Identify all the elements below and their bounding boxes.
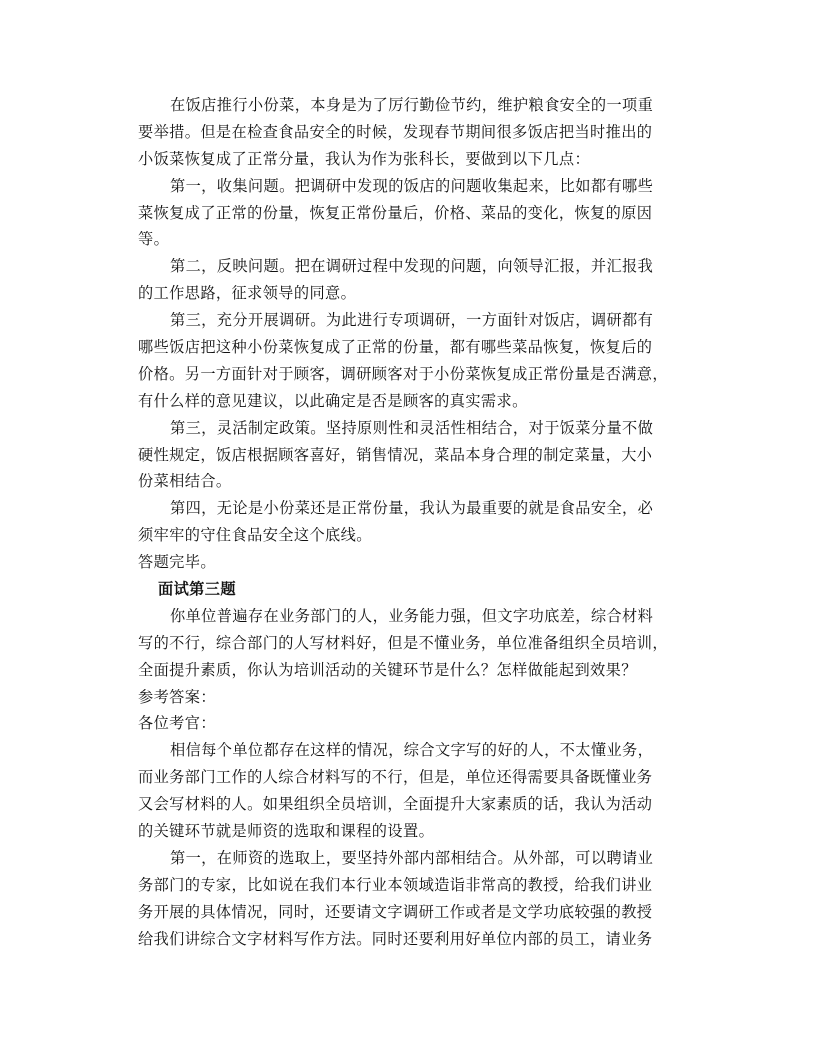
paragraph-line: 相信每个单位都存在这样的情况，综合文字写的好的人，不太懂业务， xyxy=(170,741,654,760)
paragraph-line: 第三，充分开展调研。为此进行专项调研，一方面针对饭店，调研都有 xyxy=(170,311,654,330)
paragraph-line: 而业务部门工作的人综合材料写的不行，但是，单位还得需要具备既懂业务 xyxy=(138,768,653,787)
paragraph-line: 的关键环节就是师资的选取和课程的设置。 xyxy=(138,822,435,841)
document-body xyxy=(138,92,668,953)
paragraph-line: 哪些饭店把这种小份菜恢复成了正常的份量，都有哪些菜品恢复，恢复后的 xyxy=(138,338,653,357)
paragraph-line: 价格。另一方面针对于顾客，调研顾客对于小份菜恢复成正常份量是否满意， xyxy=(138,364,668,383)
paragraph-line: 小饭菜恢复成了正常分量，我认为作为张科长，要做到以下几点： xyxy=(138,149,591,168)
paragraph-line: 务部门的专家，比如说在我们本行业本领域造诣非常高的教授，给我们讲业 xyxy=(138,875,653,894)
paragraph-line: 菜恢复成了正常的份量，恢复正常份量后，价格、菜品的变化，恢复的原因 xyxy=(138,203,653,222)
paragraph-line: 在饭店推行小份菜，本身是为了厉行勤俭节约，维护粮食安全的一项重 xyxy=(170,96,654,114)
paragraph-line: 第一，收集问题。把调研中发现的饭店的问题收集起来，比如都有哪些 xyxy=(170,176,654,195)
paragraph-line: 的工作思路，征求领导的同意。 xyxy=(138,284,357,303)
answer-end-text: 答题完毕。 xyxy=(138,553,216,572)
section-heading: 面试第三题 xyxy=(158,580,236,599)
paragraph-line: 又会写材料的人。如果组织全员培训，全面提升大家素质的话，我认为活动 xyxy=(138,795,653,814)
question-line: 写的不行，综合部门的人写材料好，但是不懂业务，单位准备组织全员培训， xyxy=(138,633,668,652)
paragraph-line: 硬性规定，饭店根据顾客喜好，销售情况，菜品本身合理的制定菜量，大小 xyxy=(138,445,653,464)
paragraph-line: 有什么样的意见建议，以此确定是否是顾客的真实需求。 xyxy=(138,391,528,410)
paragraph-line: 第一，在师资的选取上，要坚持外部内部相结合。从外部，可以聘请业 xyxy=(170,848,654,867)
salutation: 各位考官： xyxy=(138,714,216,733)
paragraph-line: 第二，反映问题。把在调研过程中发现的问题，向领导汇报，并汇报我 xyxy=(170,257,654,276)
reference-answer-label: 参考答案： xyxy=(138,687,216,706)
question-line: 全面提升素质，你认为培训活动的关键环节是什么？怎样做能起到效果？ xyxy=(138,660,637,679)
paragraph-line: 给我们讲综合文字材料写作方法。同时还要利用好单位内部的员工，请业务 xyxy=(138,929,653,948)
paragraph-line: 第三，灵活制定政策。坚持原则性和灵活性相结合，对于饭菜分量不做 xyxy=(170,418,654,437)
paragraph-line: 务开展的具体情况，同时，还要请文字调研工作或者是文学功底较强的教授 xyxy=(138,902,653,921)
paragraph-line: 须牢牢的守住食品安全这个底线。 xyxy=(138,526,372,545)
paragraph-line: 要举措。但是在检查食品安全的时候，发现春节期间很多饭店把当时推出的 xyxy=(138,122,653,141)
paragraph-line: 第四，无论是小份菜还是正常份量，我认为最重要的就是食品安全，必 xyxy=(170,499,654,518)
question-line: 你单位普遍存在业务部门的人，业务能力强，但文字功底差，综合材料 xyxy=(170,606,654,625)
paragraph-line: 等。 xyxy=(138,230,170,249)
paragraph-line: 份菜相结合。 xyxy=(138,472,232,491)
